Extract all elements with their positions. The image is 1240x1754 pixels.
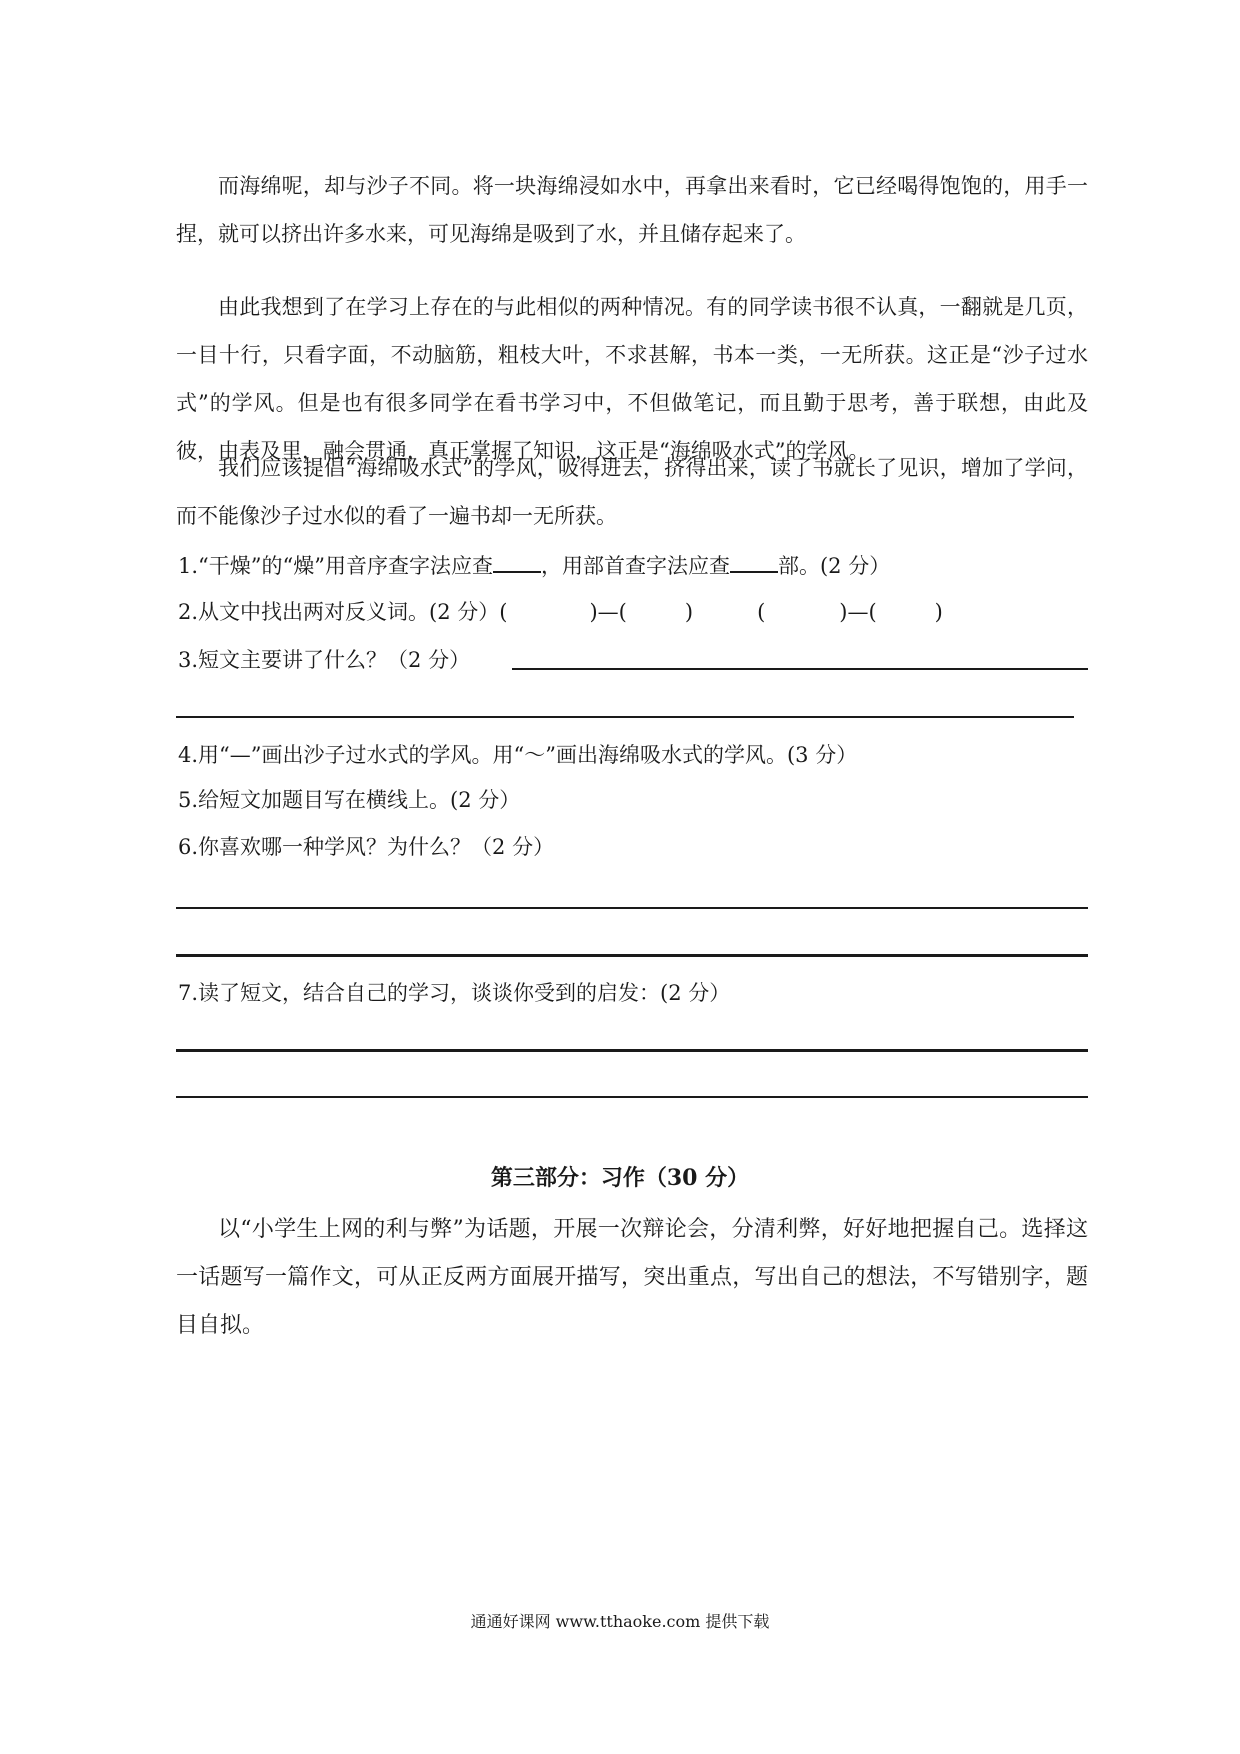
- question-6: 6.你喜欢哪一种学风？为什么？（2 分）: [178, 835, 555, 859]
- question-1: [178, 549, 890, 581]
- passage-paragraph-3: 我们应该提倡“海绵吸水式”的学风，吸得进去，挤得出来，读了书就长了见识，增加了学问，而不能像沙子过水似的看了一遍书却一无所获。: [176, 456, 1088, 528]
- answer-line-7b[interactable]: [176, 1096, 1088, 1098]
- close-paren-1: ): [684, 600, 694, 624]
- answer-blank-1b[interactable]: [730, 549, 778, 573]
- open-paren-2: (: [757, 600, 766, 624]
- answer-line-7a[interactable]: [176, 1049, 1088, 1052]
- answer-line-6b[interactable]: [176, 954, 1088, 957]
- passage-paragraph-2: 由此我想到了在学习上存在的与此相似的两种情况。有的同学读书很不认真，一翻就是几页，一目十行，只看字面，不动脑筋，粗枝大叶，不求甚解，书本一类，一无所获。这正是“沙子过水式”的学风。但是也有很多同学在看书学习中，不但做笔记，而且勤于思考，善于联想，由此及彼，由表及里，融会贯通，真正掌握了知识，这正是“海绵吸水式”的学风。: [176, 295, 1088, 463]
- question-1-part-b: ，用部首查字法应查: [540, 554, 730, 578]
- question-1-part-a: 1.“干燥”的“燥”用音序查字法应查: [178, 554, 493, 578]
- passage-paragraph-1: 而海绵呢，却与沙子不同。将一块海绵浸如水中，再拿出来看时，它已经喝得饱饱的，用手一捏，就可以挤出许多水来，可见海绵是吸到了水，并且储存起来了。: [176, 174, 1088, 246]
- antonym-dash-1: )—(: [589, 600, 627, 624]
- question-2-prompt: 2.从文中找出两对反义词。(2 分）(: [178, 600, 508, 624]
- composition-prompt: 以“小学生上网的利与弊”为话题，开展一次辩论会，分清利弊，好好地把握自己。选择这一话题写一篇作文，可从正反两方面展开描写，突出重点，写出自己的想法，不写错别字，题目自拟。: [176, 1217, 1088, 1338]
- question-5: 5.给短文加题目写在横线上。(2 分）: [178, 788, 521, 812]
- answer-line-6a[interactable]: [176, 907, 1088, 909]
- question-7: 7.读了短文，结合自己的学习，谈谈你受到的启发：(2 分）: [178, 981, 731, 1005]
- answer-line-3b[interactable]: [176, 716, 1074, 718]
- answer-line-3a[interactable]: [512, 668, 1088, 670]
- question-2: [178, 597, 943, 627]
- question-1-part-c: 部。(2 分）: [777, 554, 891, 578]
- footer-credit: 通通好课网 www.tthaoke.com 提供下载: [470, 1612, 770, 1631]
- antonym-dash-2: )—(: [839, 600, 877, 624]
- close-paren-2: ): [934, 600, 943, 624]
- question-3: 3.短文主要讲了什么？（2 分）: [178, 648, 471, 672]
- answer-blank-1a[interactable]: [493, 549, 541, 573]
- question-4: 4.用“—”画出沙子过水式的学风。用“～”画出海绵吸水式的学风。(3 分）: [178, 743, 858, 767]
- section-3-heading: 第三部分：习作（30 分）: [490, 1165, 750, 1191]
